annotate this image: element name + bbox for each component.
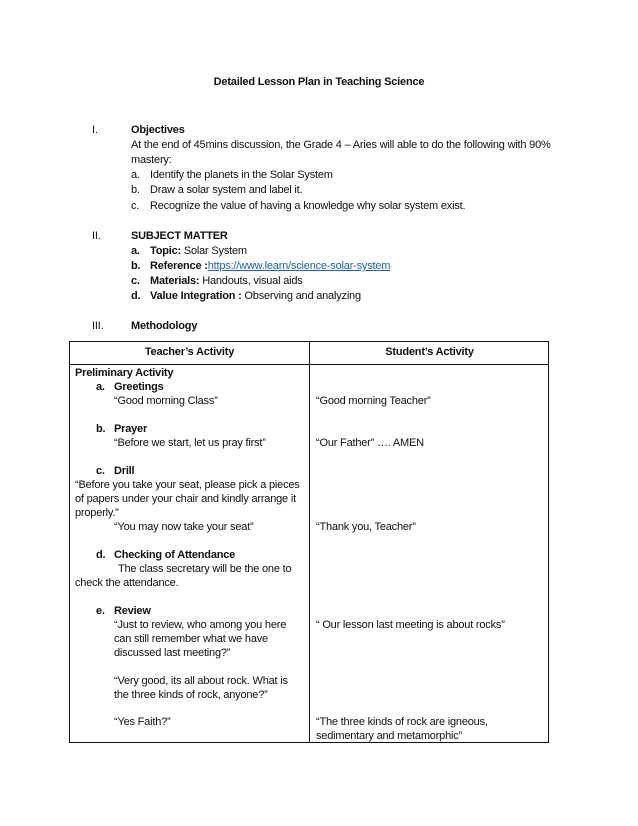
review-letter: e. bbox=[96, 605, 105, 617]
attendance-line1: The class secretary will be the one to bbox=[118, 563, 292, 575]
value-integration-label: Value Integration : bbox=[150, 290, 242, 302]
objective-item-text: Identify the planets in the Solar System bbox=[150, 169, 333, 181]
review-teacher-q1-line2: can still remember what we have bbox=[114, 633, 268, 645]
reference-link[interactable]: https://www.learn/science-solar-system bbox=[207, 260, 391, 272]
greetings-student-line: “Good morning Teacher” bbox=[316, 395, 431, 407]
materials-value: Handouts, visual aids bbox=[199, 275, 303, 287]
methodology-heading: Methodology bbox=[131, 320, 198, 332]
greetings-teacher-line: “Good morning Class” bbox=[114, 395, 218, 407]
column-divider bbox=[309, 342, 310, 742]
objectives-number: I. bbox=[92, 124, 98, 136]
review-teacher-q3: “Yes Faith?” bbox=[114, 716, 171, 728]
review-teacher-q1-line3: discussed last meeting?” bbox=[114, 647, 231, 659]
subject-item-letter: a. bbox=[131, 245, 140, 257]
drill-letter: c. bbox=[96, 465, 105, 477]
prayer-teacher-line: “Before we start, let us pray first” bbox=[114, 437, 266, 449]
objectives-intro-line1: At the end of 45mins discussion, the Grade 4 – Aries will able to do the following with 90% bbox=[131, 139, 551, 151]
review-label: Review bbox=[114, 605, 151, 617]
prayer-letter: b. bbox=[96, 423, 106, 435]
greetings-label: Greetings bbox=[114, 381, 164, 393]
subject-item-reference bbox=[150, 259, 390, 274]
drill-label: Drill bbox=[114, 465, 135, 477]
subject-item-materials bbox=[150, 274, 303, 289]
teacher-activity-header: Teacher’s Activity bbox=[144, 346, 235, 358]
methodology-number: III. bbox=[92, 320, 104, 332]
attendance-line2: check the attendance. bbox=[75, 577, 179, 589]
materials-label: Materials: bbox=[150, 275, 200, 287]
value-integration-value: Observing and analyzing bbox=[241, 290, 361, 302]
objective-item-letter: c. bbox=[131, 200, 140, 212]
objective-item-letter: b. bbox=[131, 184, 140, 196]
objective-item-letter: a. bbox=[131, 169, 140, 181]
drill-instruction-line3: properly.” bbox=[75, 507, 119, 519]
prayer-student-line: “Our Father” …. AMEN bbox=[316, 437, 424, 449]
topic-value: Solar System bbox=[180, 245, 247, 257]
review-teacher-q2-line1: “Very good, its all about rock. What is bbox=[114, 675, 288, 687]
subject-matter-heading: SUBJECT MATTER bbox=[131, 230, 228, 242]
activity-table bbox=[69, 341, 549, 743]
subject-item-letter: b. bbox=[131, 260, 141, 272]
subject-item-value-integration bbox=[150, 289, 361, 304]
drill-instruction-line2: of papers under your chair and kindly arrange it bbox=[75, 493, 296, 505]
greetings-letter: a. bbox=[96, 381, 105, 393]
student-activity-header: Student’s Activity bbox=[385, 346, 474, 358]
subject-item-letter: d. bbox=[131, 290, 141, 302]
review-student-a3-line1: “The three kinds of rock are igneous, bbox=[316, 716, 488, 728]
review-student-a1: “ Our lesson last meeting is about rocks” bbox=[316, 619, 505, 631]
review-teacher-q2-line2: the three kinds of rock, anyone?” bbox=[114, 689, 268, 701]
objectives-intro-line2: mastery: bbox=[131, 154, 172, 166]
review-student-a3-line2: sedimentary and metamorphic” bbox=[316, 730, 463, 742]
objective-item-text: Draw a solar system and label it. bbox=[150, 184, 303, 196]
drill-instruction-line1: “Before you take your seat, please pick a pieces bbox=[75, 479, 300, 491]
preliminary-activity-heading: Preliminary Activity bbox=[75, 367, 174, 379]
attendance-letter: d. bbox=[96, 549, 106, 561]
document-title: Detailed Lesson Plan in Teaching Science bbox=[213, 76, 425, 88]
subject-item-letter: c. bbox=[131, 275, 140, 287]
topic-label: Topic: bbox=[150, 245, 181, 257]
attendance-label: Checking of Attendance bbox=[114, 549, 236, 561]
objectives-heading: Objectives bbox=[131, 124, 185, 136]
subject-matter-number: II. bbox=[92, 230, 101, 242]
objective-item-text: Recognize the value of having a knowledge why solar system exist. bbox=[150, 200, 466, 212]
reference-label: Reference : bbox=[150, 260, 208, 272]
drill-student-line: “Thank you, Teacher” bbox=[316, 521, 416, 533]
drill-teacher-line: “You may now take your seat” bbox=[114, 521, 254, 533]
review-teacher-q1-line1: “Just to review, who among you here bbox=[114, 619, 287, 631]
subject-item-topic bbox=[150, 244, 247, 259]
prayer-label: Prayer bbox=[114, 423, 148, 435]
